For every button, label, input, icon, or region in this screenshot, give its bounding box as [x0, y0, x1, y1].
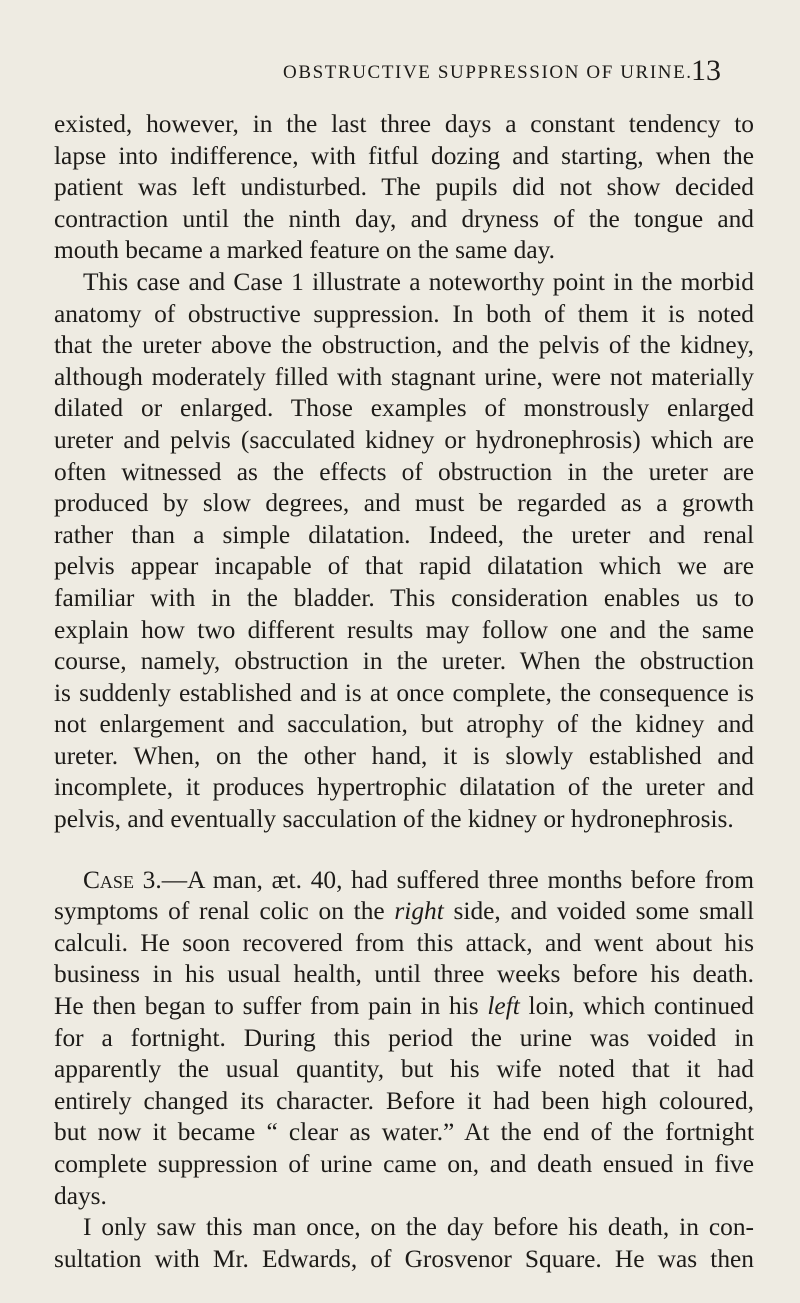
text-run: He then began to suffer from pain in his [54, 992, 488, 1021]
paragraph-2 [54, 267, 754, 836]
text-line: business in his usual health, until three weeks before his death. [54, 960, 754, 989]
text-line: calculi. He soon recovered from this attack, and went about his [54, 928, 754, 957]
text-line: rather than a simple dilatation. Indeed, the ureter and renal [54, 520, 754, 549]
text-line: is suddenly established and is at once complete, the consequence is [54, 678, 754, 707]
body-text [54, 109, 754, 1275]
text-line: familiar with in the bladder. This consideration enables us to [54, 583, 754, 612]
text-line: explain how two different results may follow one and the same [54, 615, 754, 644]
text-line: pelvis, and eventually sacculation of the kidney or hydronephrosis. [54, 805, 734, 834]
text-line: often witnessed as the effects of obstruction in the ureter are [54, 457, 754, 486]
paragraph-4 [54, 1212, 754, 1275]
text-line [54, 991, 754, 1023]
text-line: days. [54, 1181, 107, 1210]
text-line: not enlargement and sacculation, but atrophy of the kidney and [54, 710, 754, 739]
text-line: existed, however, in the last three days a constant tendency to [54, 110, 754, 138]
text-line: complete suppression of urine came on, and death ensued in five [54, 1150, 754, 1178]
text-line: although moderately filled with stagnant urine, were not materially [54, 362, 754, 391]
text-run: symptoms of renal colic on the [54, 897, 395, 926]
section-gap [54, 836, 754, 865]
text-line: mouth became a marked feature on the same day. [54, 236, 556, 265]
text-run: loin, which continued [519, 992, 754, 1021]
text-line: I only saw this man once, on the day before his death, in con- [83, 1213, 754, 1242]
text-line: apparently the usual quantity, but his wife noted that it had [54, 1055, 754, 1084]
text-line: course, namely, obstruction in the ureter. When the obstruction [54, 647, 754, 676]
text-line: sultation with Mr. Edwards, of Grosvenor Square. He was then [54, 1244, 754, 1273]
text-line: for a fortnight. During this period the urine was voided in [54, 1023, 754, 1052]
emphasis-left: left [487, 992, 520, 1021]
text-line: dilated or enlarged. Those examples of monstrously enlarged [54, 394, 754, 423]
paragraph-1 [54, 109, 754, 267]
text-run: side, and voided some small [443, 897, 755, 926]
text-line: lapse into indifference, with fitful dozing and starting, when the [54, 141, 754, 170]
case-label: Case 3. [83, 865, 162, 894]
text-line: produced by slow degrees, and must be regarded as a growth [54, 489, 754, 518]
text-line [54, 865, 754, 897]
text-line: but now it became “ clear as water.” At the end of the fortnight [54, 1118, 754, 1147]
text-line: incomplete, it produces hypertrophic dilatation of the ureter and [54, 773, 754, 802]
page-header [0, 54, 800, 88]
running-title: OBSTRUCTIVE SUPPRESSION OF URINE. [283, 62, 693, 83]
text-run: —A man, æt. 40, had suffered three months before from [161, 865, 754, 894]
text-line [54, 896, 754, 928]
text-line: anatomy of obstructive suppression. In both of them it is noted [54, 299, 754, 328]
paragraph-3-case-3 [54, 865, 754, 1213]
emphasis-right: right [394, 897, 444, 926]
text-line: that the ureter above the obstruction, and the pelvis of the kidney, [54, 331, 754, 360]
text-line: entirely changed its character. Before it had been high coloured, [54, 1086, 754, 1115]
text-line: contraction until the ninth day, and dryness of the tongue and [54, 204, 754, 233]
text-line: patient was left undisturbed. The pupils did not show decided [54, 173, 754, 202]
text-line: This case and Case 1 illustrate a noteworthy point in the morbid [83, 267, 754, 296]
page-number: 13 [691, 54, 721, 87]
text-line: pelvis appear incapable of that rapid dilatation which we are [54, 552, 754, 581]
text-line: ureter and pelvis (sacculated kidney or hydronephrosis) which are [54, 425, 754, 454]
text-line: ureter. When, on the other hand, it is slowly established and [54, 741, 754, 770]
